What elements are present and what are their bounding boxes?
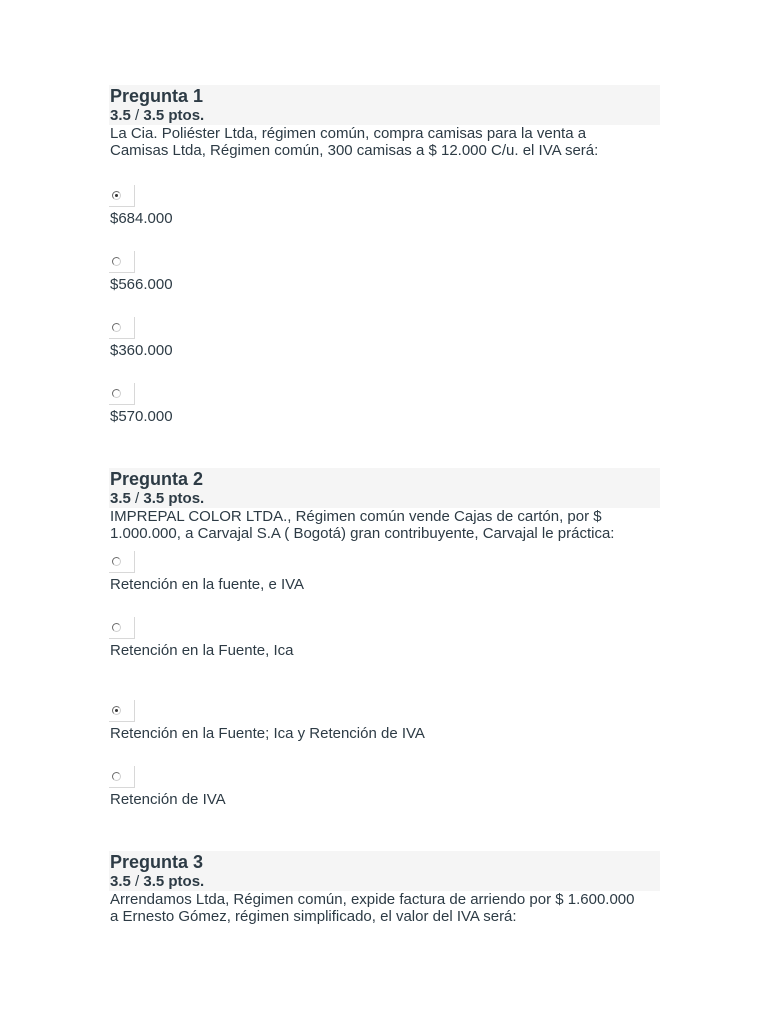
question-points	[110, 107, 660, 125]
question-2	[109, 468, 660, 542]
answer-label: Retención en la Fuente; Ica y Retención de IVA	[110, 725, 425, 742]
question-text-line: IMPREPAL COLOR LTDA., Régimen común vende Cajas de cartón, por $	[110, 508, 602, 525]
radio-button[interactable]	[112, 772, 121, 781]
question-header	[109, 851, 660, 891]
question-text	[109, 125, 660, 159]
radio-container[interactable]	[109, 185, 135, 207]
radio-button-selected[interactable]	[112, 191, 121, 200]
answer-label: $570.000	[110, 408, 173, 425]
points-total: 3.5 ptos.	[143, 490, 205, 507]
question-3	[109, 851, 660, 925]
radio-button[interactable]	[112, 557, 121, 566]
question-points	[110, 873, 660, 891]
radio-container[interactable]	[109, 551, 135, 573]
question-text-line: La Cia. Poliéster Ltda, régimen común, compra camisas para la venta a	[110, 125, 587, 142]
question-header	[109, 468, 660, 508]
radio-container[interactable]	[109, 766, 135, 788]
radio-container[interactable]	[109, 251, 135, 273]
points-separator: /	[130, 873, 144, 890]
points-total: 3.5 ptos.	[143, 107, 205, 124]
answer-label: Retención en la Fuente, Ica	[110, 642, 294, 659]
points-separator: /	[130, 490, 144, 507]
question-text-line: a Ernesto Gómez, régimen simplificado, el valor del IVA será:	[110, 908, 517, 925]
answer-label: $684.000	[110, 210, 173, 227]
radio-button-selected[interactable]	[112, 706, 121, 715]
question-header	[109, 85, 660, 125]
radio-button[interactable]	[112, 257, 121, 266]
answer-label: Retención de IVA	[110, 791, 226, 808]
question-text	[109, 508, 660, 542]
points-separator: /	[130, 107, 144, 124]
radio-container[interactable]	[109, 317, 135, 339]
radio-container[interactable]	[109, 700, 135, 722]
question-title: Pregunta 3	[110, 852, 204, 872]
radio-container[interactable]	[109, 383, 135, 405]
points-earned: 3.5	[110, 107, 131, 124]
answer-label: $360.000	[110, 342, 173, 359]
question-text-line: Arrendamos Ltda, Régimen común, expide factura de arriendo por $ 1.600.000	[110, 891, 635, 908]
radio-button[interactable]	[112, 389, 121, 398]
radio-button[interactable]	[112, 623, 121, 632]
points-earned: 3.5	[110, 490, 131, 507]
points-total: 3.5 ptos.	[143, 873, 205, 890]
question-text-line: 1.000.000, a Carvajal S.A ( Bogotá) gran contribuyente, Carvajal le práctica:	[110, 525, 615, 542]
radio-button[interactable]	[112, 323, 121, 332]
question-1	[109, 85, 660, 159]
points-earned: 3.5	[110, 873, 131, 890]
question-text-line: Camisas Ltda, Régimen común, 300 camisas a $ 12.000 C/u. el IVA será:	[110, 142, 599, 159]
question-text	[109, 891, 660, 925]
answer-label: Retención en la fuente, e IVA	[110, 576, 305, 593]
radio-container[interactable]	[109, 617, 135, 639]
question-points	[110, 490, 660, 508]
question-title: Pregunta 2	[110, 469, 204, 489]
question-title: Pregunta 1	[110, 86, 204, 106]
answer-label: $566.000	[110, 276, 173, 293]
